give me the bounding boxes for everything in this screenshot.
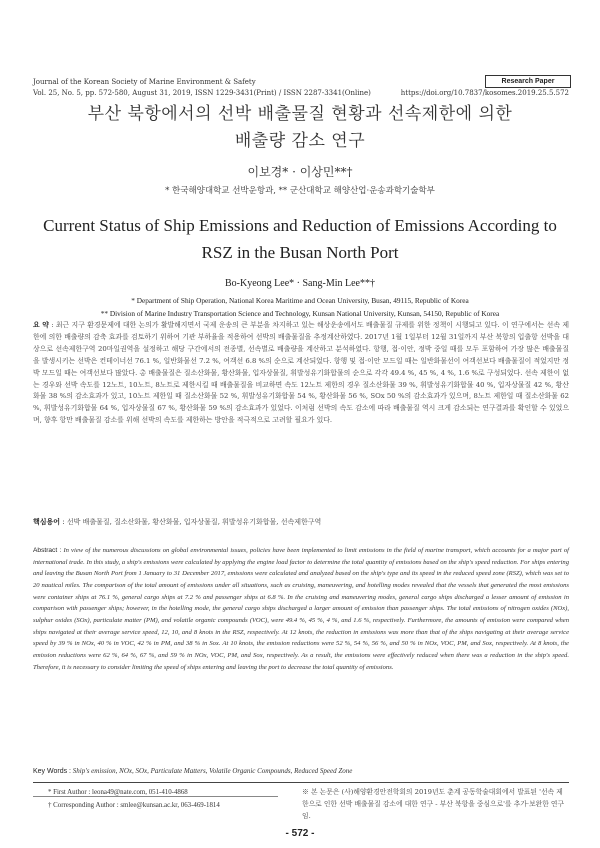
section-divider [33, 782, 569, 783]
keywords-english-text: Ship's emission, NOx, SOx, Particulate Matters, Volatile Organic Compounds, Reduced Speed Zone [72, 767, 353, 775]
corresponding-author-note: † Corresponding Author : smlee@kunsan.ac.kr, 063-469-1814 [48, 801, 220, 809]
title-korean-line-2: 배출량 감소 연구 [234, 131, 366, 151]
title-english-line-1: Current Status of Ship Emissions and Reduction of Emissions According to [43, 216, 557, 235]
journal-name: Journal of the Korean Society of Marine Environment & Safety [33, 78, 256, 86]
keywords-english [33, 767, 569, 775]
affiliation-2: ** Division of Marine Industry Transportation Science and Technology, Kunsan National University, Kunsan, 54150, Republic of Korea [100, 309, 500, 318]
keywords-english-label: Key Words : [33, 768, 71, 775]
keywords-korean-text: : 선박 배출물질, 질소산화물, 황산화물, 입자상물질, 휘발성유기화합물, 선속제한구역 [62, 518, 322, 526]
affiliation-1: * Department of Ship Operation, National Korea Maritime and Ocean University, Busan, 49115, Republic of Korea [131, 296, 469, 305]
conference-note: ※ 본 논문은 (사)해양환경안전학회의 2019년도 춘계 공동학술대회에서 발표된 '선속 제한으로 인한 선박 배출물질 감소에 대한 연구 - 부산 북항을 중심으로'를 추가·보완한 연구임. [302, 788, 565, 820]
keywords-korean [33, 517, 569, 527]
affiliation-korean: * 한국해양대학교 선박운항과, ** 군산대학교 해양산업·운송과학기술학부 [165, 186, 435, 196]
volume-line [33, 89, 569, 97]
volume-info: Vol. 25, No. 5, pp. 572-580, August 31, 2019, ISSN 1229-3431(Print) / ISSN 2287-3341(Online) [33, 89, 371, 97]
authors-english: Bo-Kyeong Lee* · Sang-Min Lee**† [225, 278, 375, 289]
title-english [0, 212, 600, 266]
abstract-english [33, 545, 569, 673]
abstract-korean [33, 320, 569, 427]
abstract-english-label: Abstract : [33, 547, 62, 554]
keywords-korean-label: 핵심용어 [33, 517, 61, 526]
abstract-english-text: In view of the numerous discussions on global environmental issues, policies have been implemented to limit emissions in the field of marine transport, which accounts for a major part of international trade. In this study, a ship's emissions were calculated by applying the engine load factor to determine the total quantity of emissions based on the ship's speed reduction. For ships entering and leaving the Busan North Port from 1 January to 31 December 2017, emissions were calculated and analyzed based on the ship's type and its speed in the reduced speed zone (RSZ), which was set to 20 nautical miles. The comparison of the total amount of emissions under all situations, such as cruising, maneuvering, and hotelling modes revealed that the vessels that generated the most emissions were container ships at 76.1 %, general cargo ships at 7.2 % and passenger ships at 6.8 %. In the cruising and maneuvering modes, general cargo ships discharged a lesser amount of emission in comparison with passenger ships; however, in the hotelling mode, the general cargo ships discharged a larger amount of emission than passenger ships. The total emissions of nitrogen oxides (NOx), sulphur oxides (SOx), particulate matter (PM), and volatile organic compounds (VOC), were 49.4 %, 45 %, 4 %, and 1.6 %, respectively. Furthermore, the amounts of emission were compared when ships navigated at their average service speed, 12, 10, and 8 knots in the RSZ, respectively. At 12 knots, the reduction in emissions was more than that of the ships navigating at their average service speed by 39 % in NOx, 40 % in VOC, 42 % in PM, and 38 % in Sox. At 10 knots, the emission reductions were 52 %, 54 %, 56 %, and 50 % in NOx, VOC, PM, and Sox, respectively. At 8 knots, the emission reductions were 62 %, 64 %, 67 %, and 59 % in NOx, VOC, PM, and Sox, respectively. As a result, the emissions were effectively reduced when there was a reduction in the ship's speed. Therefore, it is necessary to consider limiting the speed of ships entering and leaving the port to decrease the total quantity of emissions. [33, 547, 569, 671]
abstract-korean-label: 요 약 [33, 321, 49, 329]
doi-link[interactable]: https://doi.org/10.7837/kosomes.2019.25.5.572 [400, 89, 569, 97]
title-english-line-2: RSZ in the Busan North Port [201, 243, 399, 262]
title-korean [0, 101, 600, 155]
affiliations-english [30, 294, 570, 320]
abstract-korean-text: : 최근 지구 환경문제에 대한 논의가 활발해지면서 국제 운송의 큰 부분을 차지하고 있는 해상운송에서도 배출물질 규제를 위한 정책이 시행되고 있다. 이 연구에서는 선속 제한에 의한 배출량의 감축 효과를 검토하기 위하여 기관 부하율을 적용하여 선박의 배출물질을 추정계산하였다. 2017년 1월 1일부터 12월 31일까지 부산 북항의 입출항 선박을 대상으로 선속제한구역 20마일권역을 설정하고 해당 구간에서의 전종별, 선속별로 배출량을 계산하고 분석하였다. 항행, 접·이안, 정박 중일 때를 모두 포함하여 가장 많은 배출물질을 발생시키는 선박은 컨테이너선 76.1 %, 일반화물선 7.2 %, 여객선 6.8 %의 순으로 계산되었다. 항행 및 접·이안 모드일 때는 일반화물선이 여객선보다 배출물질이 적었지만 정박 모드일 때는 여객선보다 많았다. 총 배출물질은 질소산화물, 황산화물, 입자상물질, 휘발성유기화합물의 순으로 각각 49.4 %, 45 %, 4 %, 1.6 %로 구성되었다. 선속 제한이 없는 경우와 선박 속도를 12노트, 10노트, 8노트로 제한시킬 때 배출물질을 비교하면 속도 12노트 제한의 경우 질소산화물 39 %, 휘발성유기화합물 40 %, 입자상물질 42 %, 황산화물 38 %의 감소효과가 있고, 10노트 제한일 때 질소산화물 52 %, 휘발성유기화합물 54 %, 황산화물 56 %, SOx 50 %의 감소효과가 있으며, 8노트 제한일 때 질소산화물 62 %, 휘발성유기화합물 64 %, 입자상물질 67 %, 황산화물 59 %의 감소효과가 있었다. 이처럼 선박의 속도 감소에 따라 배출물질 역시 크게 감소되는 연구결과를 확인할 수 있었으며, 향후 항만 배출물질 감소를 위해 선박의 속도를 제한하는 방안을 적극적으로 고려할 필요가 있다. [33, 321, 569, 425]
first-author-note: * First Author : leona49@nate.com, 051-410-4868 [48, 789, 188, 796]
author-footnotes [48, 787, 288, 812]
authors-korean: 이보경* · 이상민**† [247, 165, 353, 179]
article-type-badge: Research Paper [485, 75, 571, 88]
title-korean-line-1: 부산 북항에서의 선박 배출물질 현황과 선속제한에 의한 [87, 104, 513, 124]
page-number: - 572 - [285, 828, 315, 839]
